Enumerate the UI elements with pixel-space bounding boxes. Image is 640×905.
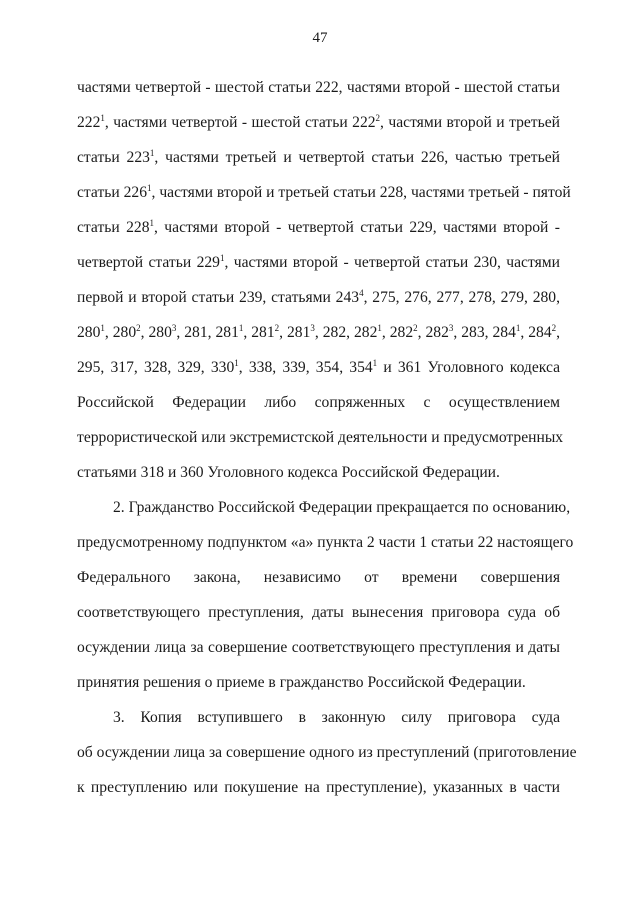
text-line bbox=[77, 394, 560, 412]
text-line bbox=[77, 534, 574, 552]
text-segment: четвертой статьи 229 bbox=[77, 254, 220, 271]
text-segment: соответствующего преступления, даты вынесения приговора суда об bbox=[77, 604, 560, 621]
superscript-index: 1 bbox=[238, 323, 244, 333]
text-segment: 2. Гражданство Российской Федерации прекращается по основанию, bbox=[113, 499, 571, 516]
text-segment: осуждении лица за совершение соответствующего преступления и даты bbox=[77, 639, 560, 656]
text-segment: , частями второй - четвертой статьи 230, частями bbox=[224, 254, 560, 271]
text-segment: , частями второй и третьей bbox=[380, 114, 560, 131]
superscript-index: 2 bbox=[274, 323, 280, 333]
text-segment: и 361 Уголовного кодекса bbox=[377, 359, 560, 376]
text-line bbox=[77, 114, 560, 132]
superscript-index: 1 bbox=[515, 323, 521, 333]
text-line bbox=[77, 149, 560, 167]
text-line bbox=[77, 429, 564, 447]
text-segment: статьями 318 и 360 Уголовного кодекса Российской Федерации. bbox=[77, 464, 500, 481]
superscript-index: 1 bbox=[149, 148, 155, 158]
text-line bbox=[77, 289, 560, 307]
superscript-index: 3 bbox=[310, 323, 315, 333]
text-segment: статьи 226 bbox=[77, 184, 148, 201]
page-number: 47 bbox=[312, 30, 328, 46]
superscript-index: 3 bbox=[448, 323, 454, 333]
text-line bbox=[77, 674, 560, 692]
text-line bbox=[77, 779, 560, 797]
text-segment: первой и второй статьи 239, статьями 243 bbox=[77, 289, 360, 306]
text-segment: статьи 228 bbox=[77, 219, 150, 236]
text-segment: статьи 223 bbox=[77, 149, 150, 166]
text-segment: , 282, 282 bbox=[314, 324, 378, 341]
superscript-index: 2 bbox=[136, 323, 141, 333]
text-segment: , частями второй - четвертой статьи 229, частями второй - bbox=[154, 219, 560, 236]
text-line bbox=[77, 183, 571, 202]
text-segment: , 282 bbox=[417, 324, 449, 341]
text-line bbox=[77, 464, 560, 482]
text-segment: принятия решения о приеме в гражданство Российской Федерации. bbox=[77, 674, 526, 691]
superscript-index: 2 bbox=[551, 323, 557, 333]
text-line bbox=[77, 604, 560, 622]
text-segment: , bbox=[556, 324, 561, 341]
text-segment: 3. Копия вступившего в законную силу приговора суда bbox=[113, 709, 560, 726]
text-segment: , 282 bbox=[381, 324, 414, 341]
text-segment: , 280 bbox=[140, 324, 172, 341]
text-segment: , 281 bbox=[243, 324, 275, 341]
text-segment: , 338, 339, 354, 354 bbox=[238, 359, 373, 376]
superscript-index: 1 bbox=[377, 323, 382, 333]
text-segment: 295, 317, 328, 329, 330 bbox=[77, 359, 235, 376]
text-line bbox=[77, 79, 560, 97]
text-segment: предусмотренному подпунктом «а» пункта 2 части 1 статьи 22 настоящего bbox=[77, 534, 574, 551]
text-segment: 280 bbox=[77, 324, 101, 341]
superscript-index: 1 bbox=[100, 323, 105, 333]
text-line bbox=[77, 359, 560, 377]
text-segment: Федерального закона, независимо от времени совершения bbox=[77, 569, 560, 586]
text-line bbox=[77, 744, 577, 762]
superscript-index: 4 bbox=[359, 288, 364, 298]
text-segment: к преступлению или покушение на преступление), указанных в части bbox=[77, 779, 560, 796]
superscript-index: 1 bbox=[147, 183, 152, 193]
superscript-index: 1 bbox=[219, 253, 225, 263]
superscript-index: 1 bbox=[234, 358, 239, 368]
text-line bbox=[113, 709, 560, 727]
text-segment: частями четвертой - шестой статьи 222, частями второй - шестой статьи bbox=[77, 79, 560, 96]
text-segment: , 281 bbox=[279, 324, 311, 341]
text-line bbox=[113, 499, 571, 517]
text-segment: Российской Федерации либо сопряженных с осуществлением bbox=[77, 394, 560, 411]
text-line bbox=[77, 324, 560, 342]
superscript-index: 3 bbox=[171, 323, 177, 333]
text-segment: , 281, 281 bbox=[176, 324, 239, 341]
text-line bbox=[77, 254, 560, 272]
text-segment: 222 bbox=[77, 114, 101, 131]
text-segment: , 275, 276, 277, 278, 279, 280, bbox=[363, 289, 561, 306]
text-segment: , 280 bbox=[104, 324, 137, 341]
text-segment: террористической или экстремистской деятельности и предусмотренных bbox=[77, 429, 564, 446]
superscript-index: 1 bbox=[100, 113, 105, 123]
text-segment: , частями второй и третьей статьи 228, частями третьей - пятой bbox=[151, 184, 571, 201]
text-line bbox=[77, 639, 560, 657]
superscript-index: 1 bbox=[372, 358, 378, 368]
text-line bbox=[77, 219, 560, 237]
text-segment: , частями третьей и четвертой статьи 226, частью третьей bbox=[154, 149, 560, 166]
superscript-index: 1 bbox=[149, 218, 155, 228]
text-line bbox=[77, 569, 560, 587]
text-segment: , 283, 284 bbox=[453, 324, 516, 341]
text-segment: , частями четвертой - шестой статьи 222 bbox=[104, 114, 376, 131]
superscript-index: 2 bbox=[375, 113, 381, 123]
text-segment: , 284 bbox=[520, 324, 552, 341]
superscript-index: 2 bbox=[413, 323, 418, 333]
text-segment: об осуждении лица за совершение одного из преступлений (приготовление bbox=[77, 744, 577, 761]
